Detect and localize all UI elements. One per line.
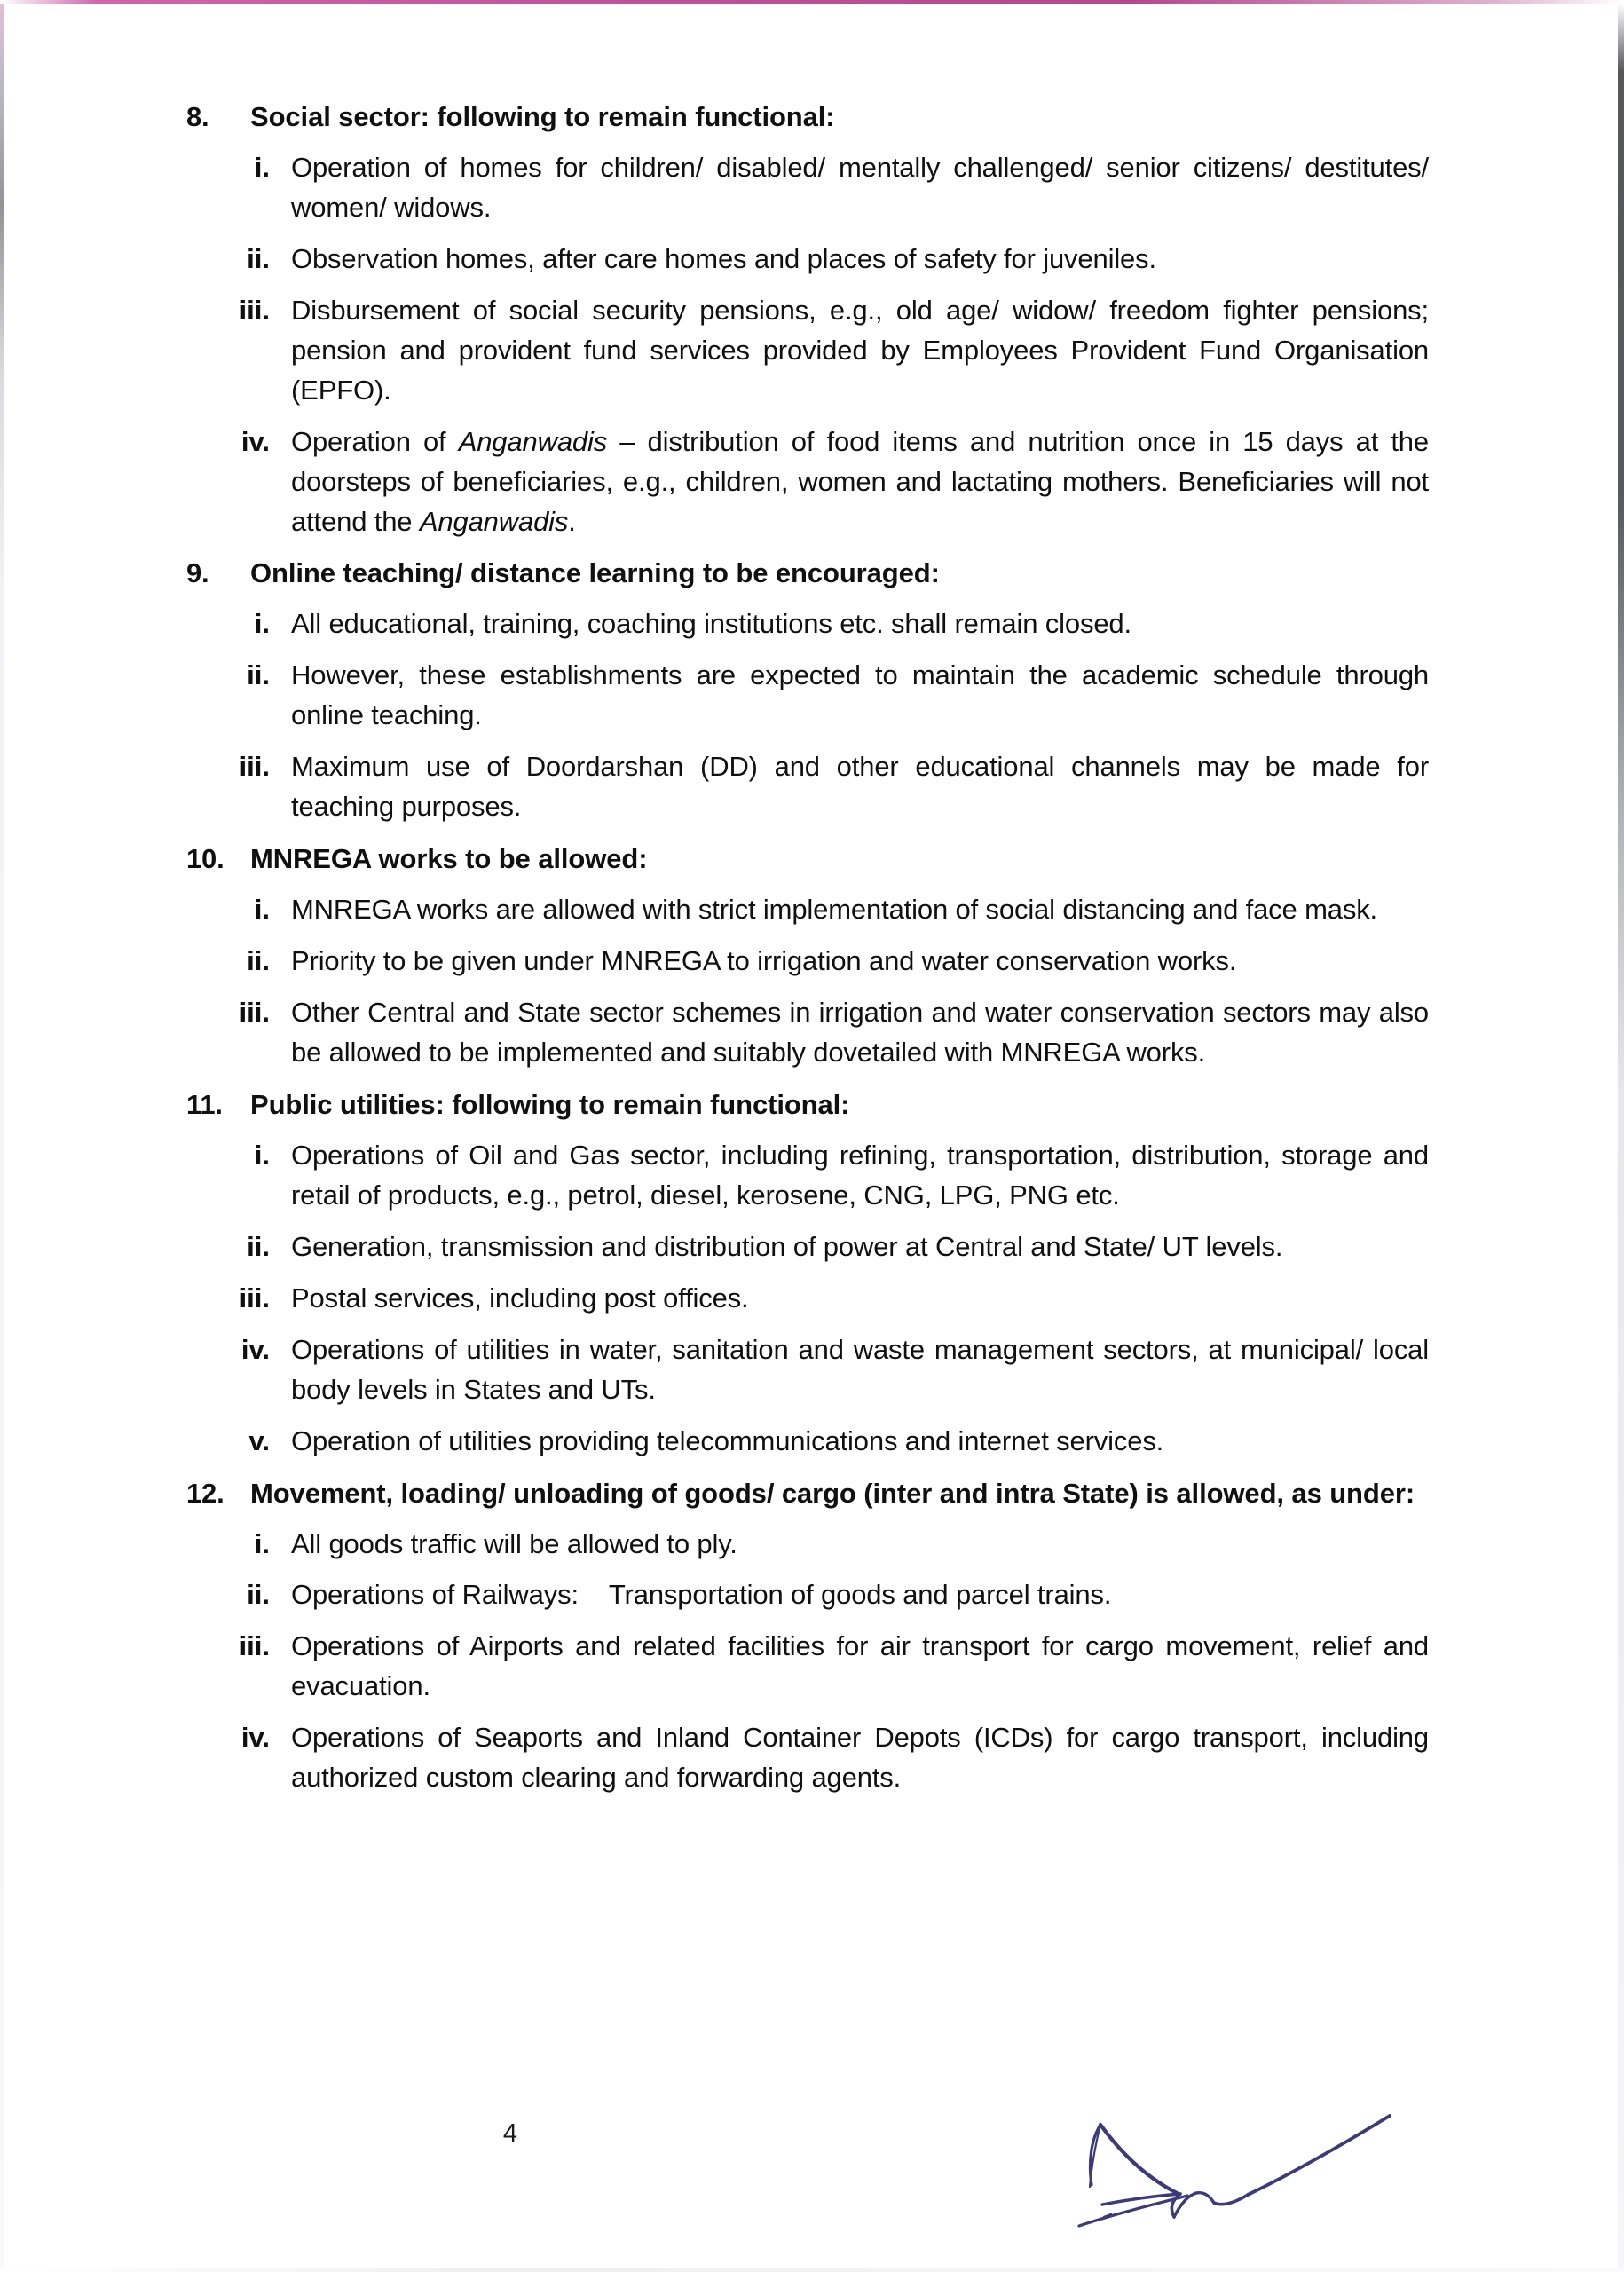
list-item-numeral: v. <box>248 1424 270 1456</box>
list-item-numeral: iii. <box>239 1630 270 1662</box>
list-item <box>186 747 1429 827</box>
list-item-text: Observation homes, after care homes and places of safety for juveniles. <box>291 242 1156 274</box>
section-title: Movement, loading/ unloading of goods/ cargo (inter and intra State) is allowed, as under: <box>250 1477 1415 1509</box>
list-item-text: Postal services, including post offices. <box>291 1282 749 1314</box>
list-item-numeral: ii. <box>247 1230 270 1262</box>
list-item-text: Generation, transmission and distribution of power at Central and State/ UT levels. <box>291 1230 1283 1262</box>
list-item-text: Operations of utilities in water, sanitation and waste management sectors, at municipal/ local body levels in States and UTs. <box>291 1333 1429 1405</box>
list-item <box>186 1575 1429 1615</box>
list-item <box>186 1525 1429 1565</box>
list-item-text: Operations of Oil and Gas sector, including refining, transportation, distribution, storage and retail of products, e.g., petrol, diesel, kerosene, CNG, LPG, PNG etc. <box>291 1139 1429 1211</box>
document-body <box>186 98 1429 1798</box>
section-title: Social sector: following to remain functional: <box>250 101 835 132</box>
list-item-text: Disbursement of social security pensions, e.g., old age/ widow/ freedom fighter pensions; pension and provident fund services provided by Employees Provident Fund Organisation (EPFO). <box>291 294 1429 406</box>
list-item-text: Operation of homes for children/ disabled/ mentally challenged/ senior citizens/ destitutes/ women/ widows. <box>291 152 1429 223</box>
list-item <box>186 1718 1429 1798</box>
section-title: Online teaching/ distance learning to be encouraged: <box>250 557 940 589</box>
list-item <box>186 240 1429 280</box>
list-item-text: All goods traffic will be allowed to ply. <box>291 1527 737 1559</box>
list-item-numeral: ii. <box>247 945 270 977</box>
section-number: 11. <box>186 1088 223 1120</box>
list-item <box>186 1422 1429 1462</box>
list-item-numeral: iv. <box>240 425 270 457</box>
list-item-numeral: i. <box>254 1139 270 1171</box>
scan-edge-top-artifact <box>0 0 1624 4</box>
list-item-text: Operations of Airports and related facilities for air transport for cargo movement, relief and evacuation. <box>291 1630 1429 1702</box>
list-item-numeral: ii. <box>247 1579 270 1611</box>
list-item-text: Operations of Railways: Transportation of goods and parcel trains. <box>291 1579 1112 1611</box>
section-heading <box>186 554 1429 593</box>
page-footer <box>0 2121 1624 2272</box>
section-heading <box>186 1474 1429 1513</box>
section-title: MNREGA works to be allowed: <box>250 843 648 875</box>
section-heading <box>186 98 1429 137</box>
list-item <box>186 604 1429 644</box>
list-item-numeral: iii. <box>239 1282 270 1314</box>
emphasised-term: Anganwadis <box>419 505 569 537</box>
list-item <box>186 890 1429 930</box>
list-item-numeral: ii. <box>247 242 270 274</box>
list-item-numeral: i. <box>254 152 270 184</box>
scan-edge-left-artifact <box>0 4 4 2272</box>
list-item-text: Other Central and State sector schemes in irrigation and water conservation sectors may also be allowed to be implemented and suitably dovetailed with MNREGA works. <box>291 997 1429 1068</box>
list-item-text: Operations of Seaports and Inland Container Depots (ICDs) for cargo transport, including authorized custom clearing and forwarding agents. <box>291 1722 1429 1794</box>
section-number: 9. <box>186 557 209 589</box>
list-item-text: However, these establishments are expected to maintain the academic schedule through online teaching. <box>291 659 1429 731</box>
list-item-numeral: iii. <box>239 997 270 1029</box>
list-item-numeral: iv. <box>240 1722 270 1754</box>
signature-mark <box>1037 2075 1427 2261</box>
section-number: 12. <box>186 1477 225 1509</box>
list-item-numeral: i. <box>254 608 270 640</box>
page-number: 4 <box>502 2119 518 2148</box>
list-item-numeral: i. <box>254 1527 270 1559</box>
section-number: 10. <box>186 843 225 875</box>
list-item <box>186 1279 1429 1319</box>
scan-edge-right-artifact <box>1618 4 1624 2272</box>
section-heading <box>186 1085 1429 1124</box>
list-item <box>186 1627 1429 1707</box>
list-item <box>186 942 1429 982</box>
list-item <box>186 291 1429 411</box>
list-item-numeral: ii. <box>247 659 270 691</box>
list-item-text: MNREGA works are allowed with strict implementation of social distancing and face mask. <box>291 894 1378 926</box>
section-title: Public utilities: following to remain functional: <box>250 1088 850 1120</box>
section-heading <box>186 840 1429 879</box>
list-item-text: Operation of Anganwadis – distribution of food items and nutrition once in 15 days at the doorsteps of beneficiaries, e.g., children, women and lactating mothers. Beneficiaries will not attend the Anganwadis. <box>291 425 1429 537</box>
list-item-text: Operation of utilities providing telecommunications and internet services. <box>291 1424 1164 1456</box>
list-item <box>186 148 1429 228</box>
list-item-text: Maximum use of Doordarshan (DD) and other educational channels may be made for teaching purposes. <box>291 751 1429 823</box>
list-item <box>186 1330 1429 1410</box>
list-item-numeral: i. <box>254 894 270 926</box>
list-item-text: Priority to be given under MNREGA to irrigation and water conservation works. <box>291 945 1237 977</box>
list-item-numeral: iii. <box>239 294 270 326</box>
emphasised-term: Anganwadis <box>458 425 608 457</box>
list-item <box>186 1136 1429 1216</box>
list-item-text: All educational, training, coaching institutions etc. shall remain closed. <box>291 608 1131 640</box>
list-item-numeral: iv. <box>240 1333 270 1365</box>
section-number: 8. <box>186 101 209 132</box>
list-item <box>186 656 1429 736</box>
list-item <box>186 422 1429 542</box>
list-item-numeral: iii. <box>239 751 270 783</box>
list-item <box>186 993 1429 1073</box>
list-item <box>186 1227 1429 1267</box>
